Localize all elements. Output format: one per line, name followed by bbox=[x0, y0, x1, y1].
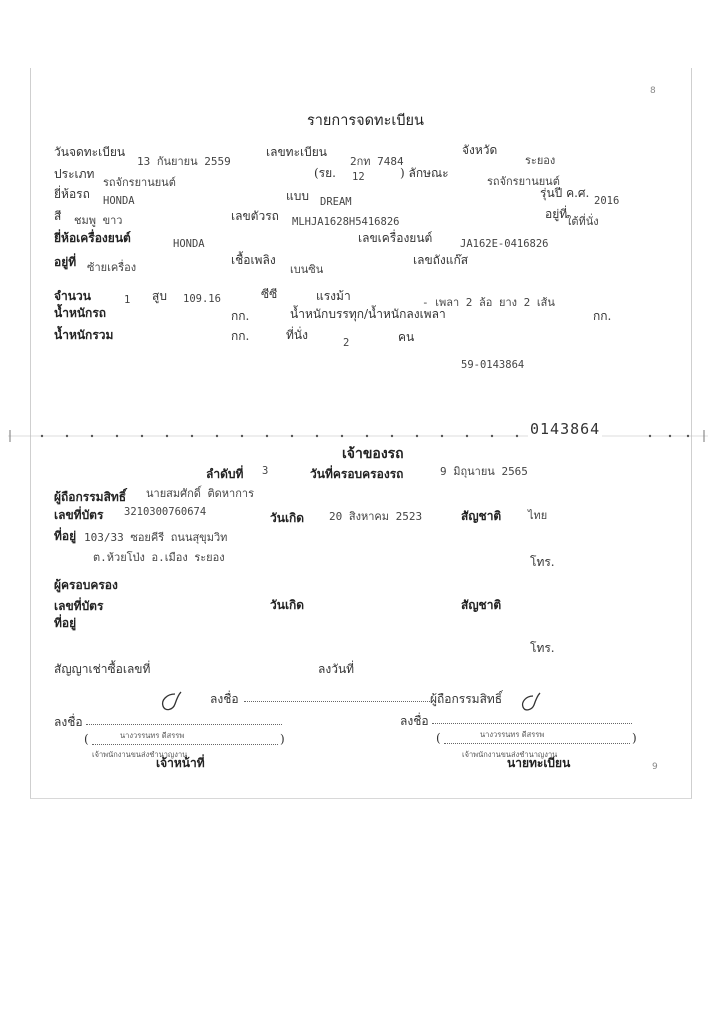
chassis-label: เลขตัวรถ bbox=[231, 209, 279, 223]
chassis-location-label: อยู่ที่ bbox=[545, 207, 568, 221]
registration-title: รายการจดทะเบียน bbox=[307, 113, 424, 129]
serial-number: 0143864 bbox=[530, 420, 601, 438]
left-paren-open: ( bbox=[84, 732, 89, 746]
nationality-value: ไทย bbox=[528, 509, 548, 522]
address-line-2: ต.ห้วยโป่ง อ.เมือง ระยอง bbox=[93, 551, 225, 564]
owner-title: เจ้าของรถ bbox=[342, 446, 404, 462]
kg-unit-1: กก. bbox=[231, 309, 250, 323]
total-weight-label: น้ำหนักรวม bbox=[54, 328, 114, 342]
load-weight-label: น้ำหนักบรรทุก/น้ำหนักลงเพลา bbox=[290, 307, 446, 321]
right-name-line bbox=[444, 743, 630, 744]
reg-date-label: วันจดทะเบียน bbox=[54, 145, 126, 159]
cc-value: 109.16 bbox=[183, 293, 221, 305]
possessor-phone-label: โทร. bbox=[530, 641, 555, 655]
possessor-id-label: เลขที่บัตร bbox=[54, 599, 104, 613]
province-value: ระยอง bbox=[525, 154, 556, 167]
sequence-value: 3 bbox=[262, 465, 269, 477]
engine-location-label: อยู่ที่ bbox=[54, 255, 77, 269]
document-number: 59-0143864 bbox=[461, 359, 525, 371]
possessor-address-label: ที่อยู่ bbox=[54, 616, 77, 630]
id-card-label: เลขที่บัตร bbox=[54, 508, 104, 522]
chassis-value: MLHJA1628H5416826 bbox=[292, 216, 400, 228]
right-officer-title: เจ้าพนักงานขนส่งชำนาญงาน bbox=[462, 750, 558, 759]
owner-value: นายสมศักดิ์ ติดหาการ bbox=[146, 487, 254, 500]
year-label: รุ่นปี ค.ศ. bbox=[540, 186, 590, 200]
id-card-value: 3210300760674 bbox=[124, 506, 207, 518]
engine-location-value: ซ้ายเครื่อง bbox=[87, 261, 137, 274]
reg-no-value: 2กท 7484 bbox=[350, 155, 404, 168]
left-sign-label: ลงชื่อ bbox=[54, 715, 83, 729]
character-value: รถจักรยานยนต์ bbox=[487, 175, 560, 188]
left-sign-line bbox=[86, 724, 282, 725]
left-officer-title: เจ้าพนักงานขนส่งชำนาญงาน bbox=[92, 750, 188, 759]
model-value: DREAM bbox=[320, 196, 352, 208]
reg-no-label: เลขทะเบียน bbox=[266, 145, 327, 159]
page-number-top: 8 bbox=[650, 86, 656, 96]
perforation-line bbox=[8, 427, 708, 439]
fuel-label: เชื้อเพลิง bbox=[231, 253, 276, 267]
possession-date-value: 9 มิถุนายน 2565 bbox=[440, 465, 528, 478]
right-sign-label: ลงชื่อ bbox=[400, 714, 429, 728]
middle-sign-label: ลงชื่อ bbox=[210, 692, 239, 706]
right-sign-line bbox=[432, 723, 632, 724]
engine-brand-value: HONDA bbox=[173, 238, 205, 250]
quantity-label: จำนวน bbox=[54, 289, 91, 303]
model-label: แบบ bbox=[286, 189, 309, 203]
kg-unit-3: กก. bbox=[231, 329, 250, 343]
left-officer-role: เจ้าหน้าที่ bbox=[156, 756, 205, 770]
class-suffix: ) ลักษณะ bbox=[400, 166, 449, 180]
perforation-svg bbox=[8, 430, 708, 442]
type-label: ประเภท bbox=[54, 167, 95, 181]
signature-icon bbox=[515, 690, 545, 716]
right-officer-role: นายทะเบียน bbox=[507, 756, 571, 770]
sequence-label: ลำดับที่ bbox=[206, 467, 244, 481]
chassis-location-value: ใต้ที่นั่ง bbox=[566, 215, 599, 228]
nationality-label: สัญชาติ bbox=[461, 509, 502, 523]
horsepower-label: แรงม้า bbox=[316, 289, 351, 303]
left-officer-name: นางวรรนทร ดีสรรพ bbox=[120, 731, 185, 740]
year-value: 2016 bbox=[594, 195, 620, 207]
birthdate-label: วันเกิด bbox=[270, 511, 305, 525]
signature-icon bbox=[155, 690, 185, 716]
cylinder-label: สูบ bbox=[152, 289, 167, 303]
address-line-1: 103/33 ซอยคีรี ถนนสุขุมวิท bbox=[84, 531, 228, 544]
birthdate-value: 20 สิงหาคม 2523 bbox=[329, 510, 423, 523]
cc-label: ซีซี bbox=[261, 287, 278, 301]
color-label: สี bbox=[54, 209, 62, 223]
quantity-value: 1 bbox=[124, 294, 131, 306]
owner-phone-label: โทร. bbox=[530, 555, 555, 569]
engine-brand-label: ยี่ห้อเครื่องยนต์ bbox=[54, 231, 131, 245]
engine-no-label: เลขเครื่องยนต์ bbox=[358, 231, 433, 245]
seat-label: ที่นั่ง bbox=[286, 328, 308, 342]
right-paren-open: ( bbox=[436, 731, 441, 745]
possession-date-label: วันที่ครอบครองรถ bbox=[310, 467, 404, 481]
brand-label: ยี่ห้อรถ bbox=[54, 187, 90, 201]
lease-contract-label: สัญญาเช่าซื้อเลขที่ bbox=[54, 662, 151, 676]
class-prefix: (รย. bbox=[314, 166, 336, 180]
seat-value: 2 bbox=[343, 337, 350, 349]
kg-unit-2: กก. bbox=[593, 309, 612, 323]
gas-tank-label: เลขถังแก๊ส bbox=[413, 253, 469, 267]
possessor-label: ผู้ครอบครอง bbox=[54, 578, 118, 592]
class-value: 12 bbox=[352, 171, 365, 183]
middle-sign-line bbox=[244, 701, 430, 702]
vehicle-weight-label: น้ำหนักรถ bbox=[54, 306, 107, 320]
right-paren-close: ) bbox=[632, 731, 637, 745]
owner-label: ผู้ถือกรรมสิทธิ์ bbox=[54, 490, 127, 504]
address-label: ที่อยู่ bbox=[54, 529, 77, 543]
lease-date-label: ลงวันที่ bbox=[318, 662, 355, 676]
fuel-value: เบนซิน bbox=[290, 263, 324, 276]
right-officer-name: นางวรรนทร ดีสรรพ bbox=[480, 730, 545, 739]
page-number-bottom: 9 bbox=[652, 762, 658, 772]
person-label: คน bbox=[398, 330, 415, 344]
axle-value: - เพลา 2 ล้อ ยาง 2 เส้น bbox=[422, 296, 555, 309]
possessor-nationality-label: สัญชาติ bbox=[461, 598, 502, 612]
left-name-line bbox=[92, 744, 278, 745]
color-value: ชมพู ขาว bbox=[74, 214, 123, 227]
engine-no-value: JA162E-0416826 bbox=[460, 238, 549, 250]
type-value: รถจักรยานยนต์ bbox=[103, 176, 176, 189]
province-label: จังหวัด bbox=[462, 143, 498, 157]
left-paren-close: ) bbox=[280, 732, 285, 746]
reg-date-value: 13 กันยายน 2559 bbox=[137, 155, 231, 168]
brand-value: HONDA bbox=[103, 195, 135, 207]
owner-role-label: ผู้ถือกรรมสิทธิ์ bbox=[430, 692, 503, 706]
possessor-birthdate-label: วันเกิด bbox=[270, 598, 305, 612]
